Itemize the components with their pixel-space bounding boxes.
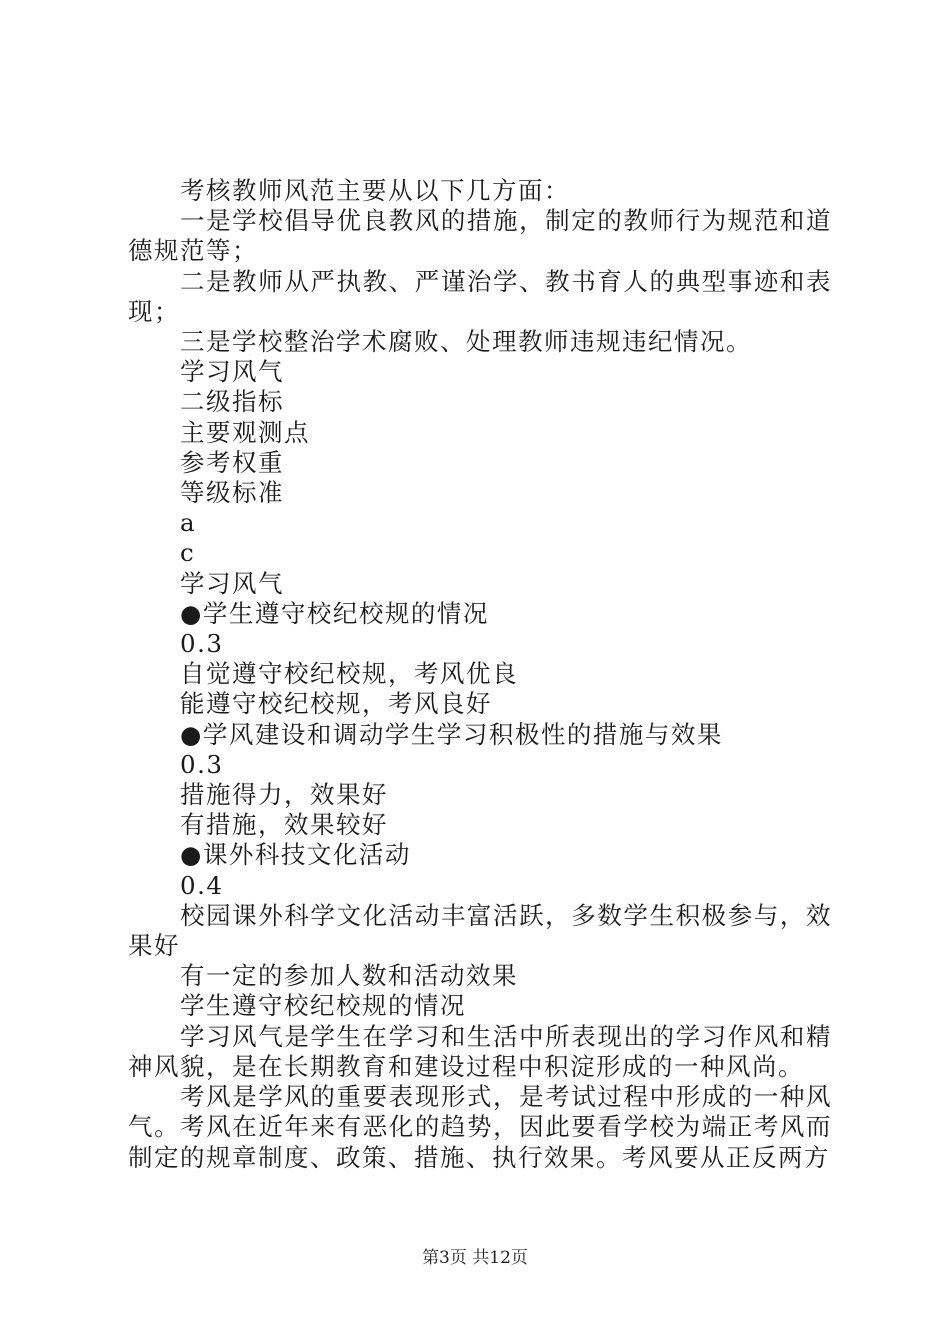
- paragraph: 等级标准: [180, 478, 284, 508]
- paragraph: 0.3: [180, 629, 224, 659]
- paragraph: ●课外科技文化活动: [180, 840, 411, 870]
- paragraph: 能遵守校纪校规，考风良好: [180, 689, 492, 719]
- paragraph: 主要观测点: [180, 417, 310, 447]
- paragraph: c: [180, 538, 196, 568]
- paragraph: a: [180, 508, 197, 538]
- paragraph: 有措施，效果较好: [180, 810, 388, 840]
- document-body: [128, 176, 832, 1173]
- paragraph: 有一定的参加人数和活动效果: [180, 961, 518, 991]
- paragraph: 校园课外科学文化活动丰富活跃，多数学生积极参与，效果好: [128, 900, 832, 961]
- paragraph: 0.4: [180, 870, 224, 900]
- paragraph: 学生遵守校纪校规的情况: [180, 991, 466, 1021]
- paragraph: ●学生遵守校纪校规的情况: [180, 598, 489, 628]
- paragraph: 三是学校整治学术腐败、处理教师违规违纪情况。: [180, 327, 752, 357]
- paragraph: 考风是学风的重要表现形式，是考试过程中形成的一种风气。考风在近年来有恶化的趋势，因此要看学校为端正考风而制定的规章制度、政策、措施、执行效果。考风要从正反两方: [128, 1082, 832, 1172]
- page-footer: 第3页 共12页: [422, 1248, 528, 1268]
- paragraph: 参考权重: [180, 447, 284, 477]
- paragraph: 考核教师风范主要从以下几方面：: [180, 176, 570, 205]
- paragraph: 一是学校倡导优良教风的措施，制定的教师行为规范和道德规范等；: [128, 206, 832, 266]
- paragraph: 学习风气是学生在学习和生活中所表现出的学习作风和精神风貌，是在长期教育和建设过程中积淀形成的一种风尚。: [128, 1021, 832, 1081]
- paragraph: 学习风气: [180, 568, 284, 598]
- paragraph: 学习风气: [180, 357, 284, 387]
- paragraph: ●学风建设和调动学生学习积极性的措施与效果: [180, 719, 723, 749]
- paragraph: 二级指标: [180, 387, 284, 417]
- paragraph: 措施得力，效果好: [180, 780, 388, 810]
- paragraph: 自觉遵守校纪校规，考风优良: [180, 659, 518, 689]
- paragraph: 二是教师从严执教、严谨治学、教书育人的典型事迹和表现；: [128, 266, 832, 326]
- paragraph: 0.3: [180, 749, 224, 779]
